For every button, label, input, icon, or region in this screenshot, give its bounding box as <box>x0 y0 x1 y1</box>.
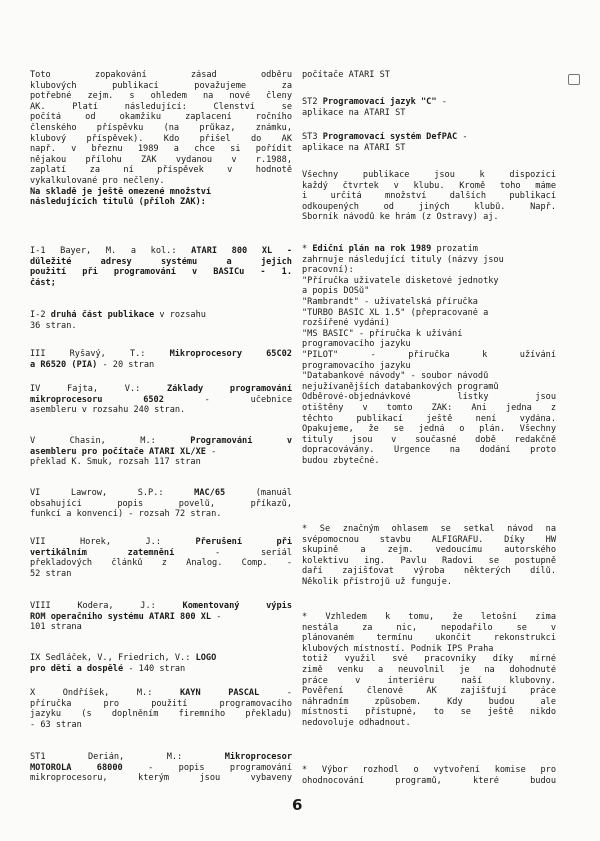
paragraph <box>302 132 556 153</box>
text: - popis programování <box>122 762 292 773</box>
text-line <box>302 445 556 456</box>
text: vykalkulované pro nečleny. <box>30 175 165 186</box>
paragraph <box>30 246 292 288</box>
text: "TURBO BASIC XL 1.5" (přepracované a <box>302 307 489 318</box>
paragraph <box>30 349 292 370</box>
bold-text: Mikroprocesory 65C02 <box>169 349 292 359</box>
text-line <box>302 545 556 556</box>
text-line <box>30 395 292 406</box>
text: * Se značným ohlasem se setkal návod na <box>302 524 556 534</box>
text: - 20 stran <box>97 359 155 370</box>
text: "Databankové návody" - soubor návodů <box>302 371 489 382</box>
text-line <box>30 197 292 208</box>
text-line <box>30 447 292 458</box>
paragraph <box>30 752 292 784</box>
text: - <box>259 688 292 698</box>
bold-text: důležité adresy systému a jejich <box>30 256 292 267</box>
text-line <box>302 170 556 181</box>
text-line <box>30 763 292 774</box>
text-line <box>302 424 556 435</box>
text: potřebné zejm. s ohledem na nové členy <box>30 91 292 102</box>
text: dopracovávány. Urgence na dodání proto <box>302 445 556 456</box>
text: nějakou přílohu ZAK vydanou v r.1988, <box>30 154 292 165</box>
text-line <box>302 350 556 361</box>
text-line <box>302 97 556 108</box>
paragraph <box>30 653 292 674</box>
text-line <box>302 255 556 266</box>
bold-text: Komentovaný výpis <box>182 601 292 611</box>
text-line <box>302 382 556 393</box>
paragraph <box>30 436 292 468</box>
text: příručka pro použití programovacího <box>30 698 292 709</box>
text-line <box>302 318 556 329</box>
paragraph <box>30 70 292 208</box>
paragraph <box>30 688 292 730</box>
text: klubový příspěvek). Kdo přišel do AK <box>30 133 292 144</box>
text-line <box>30 134 292 145</box>
bold-text: Mikroprocesor <box>224 752 292 762</box>
text: obsahující popis povelů, příkazů, <box>30 498 292 509</box>
text-line <box>302 329 556 340</box>
bold-text: Programovací systém DefPAC <box>322 132 458 142</box>
text-line <box>302 686 556 697</box>
text: např. v březnu 1989 a chce si pořídit <box>30 144 292 155</box>
text-line <box>302 718 556 729</box>
text-line <box>30 155 292 166</box>
text-line <box>302 566 556 577</box>
text: práce v interiéru naší klubovny. <box>302 675 556 686</box>
text-line <box>30 709 292 720</box>
text: svépomocnou stavbu ALFIGRAFU. Díky HW <box>302 534 556 545</box>
text: "Příručka uživatele disketové jednotky <box>302 275 499 286</box>
bold-text: ROM operačního systému ATARI 800 XL <box>30 611 212 622</box>
text: a popis DOSů" <box>302 286 370 297</box>
text-line <box>302 308 556 319</box>
bold-text: použití při programování v BASICu - 1. <box>30 267 292 278</box>
text-line <box>302 181 556 192</box>
text-line <box>30 165 292 176</box>
paragraph <box>302 524 556 588</box>
text-line <box>302 265 556 276</box>
paragraph <box>302 70 556 81</box>
bold-text: Základy programování <box>167 384 292 394</box>
text: daří zajišťovat výroba některých dílů. <box>302 566 556 577</box>
text: aplikace na ATARI ST <box>302 107 406 118</box>
text: VII Horek, J.: <box>30 537 196 547</box>
text: - učebnice <box>163 394 292 405</box>
text: tituly jsou v současné době redakčně <box>302 434 556 445</box>
bold-text: následujících titulů (příloh ZAK): <box>30 197 206 208</box>
text-line <box>30 278 292 289</box>
text: * Výbor rozhodl o vytvoření komise pro <box>302 765 556 775</box>
text-line <box>30 321 292 332</box>
paragraph <box>30 310 292 331</box>
text-line <box>302 524 556 535</box>
text: - <box>436 97 447 107</box>
text-line <box>30 405 292 416</box>
text: budou zbytečné. <box>302 455 380 466</box>
bold-text: MOTOROLA 68000 <box>30 762 123 773</box>
text: rozšířené vydání) <box>302 318 390 329</box>
paragraph <box>30 601 292 633</box>
text-line <box>302 371 556 382</box>
text: - <box>205 446 217 457</box>
text-line <box>30 436 292 447</box>
text-line <box>302 707 556 718</box>
text-line <box>302 276 556 287</box>
text: Opakujeme, že se jedná o plán. Všechny <box>302 424 556 435</box>
text: odkoupených od jiných klubů. Např. <box>302 201 556 212</box>
text: mikroprocesoru, kterým jsou vybaveny <box>30 773 292 784</box>
text: nedovoluje odhadnout. <box>302 717 411 728</box>
paragraph <box>302 170 556 223</box>
text: počítá od okamžiku zaplacení ročního <box>30 112 292 123</box>
text: nejužívanějších databankových programů <box>302 381 499 392</box>
text-line <box>30 488 292 499</box>
text-line <box>302 556 556 567</box>
text-line <box>30 773 292 784</box>
text-line <box>302 108 556 119</box>
text-line <box>302 676 556 687</box>
text: totiž využil své pracovníky díky mírné <box>302 654 556 665</box>
text: AK. Platí následující: Členství se <box>30 101 292 112</box>
text-line <box>30 699 292 710</box>
text-line <box>302 776 556 787</box>
paragraph <box>30 537 292 579</box>
text: plánovaném termínu ukončit rekonstrukci <box>302 633 556 644</box>
text: 101 strana <box>30 622 82 633</box>
bold-text: druhá část publikace <box>50 310 155 320</box>
text: X Ondříšek, M.: <box>30 688 180 698</box>
text-line <box>302 212 556 223</box>
text-line <box>30 123 292 134</box>
text-line <box>30 384 292 395</box>
bold-text: mikroprocesoru 6502 <box>30 394 164 405</box>
text: překlad K. Šmuk, rozsah 117 stran <box>30 457 201 468</box>
text: - seriál <box>174 547 292 558</box>
paragraph <box>302 244 556 466</box>
text-line <box>302 70 556 81</box>
text-line <box>302 244 556 255</box>
text: členského příspěvku (na průkaz, známku, <box>30 122 292 133</box>
text-line <box>302 143 556 154</box>
text: 36 stran. <box>30 320 77 331</box>
text: jazyku (s doplněním firemního překladu) <box>30 709 292 720</box>
text-line <box>30 246 292 257</box>
text-line <box>302 435 556 446</box>
text-line <box>30 752 292 763</box>
text-line <box>30 112 292 123</box>
text: funkcí a konvencí) - rozsah 72 stran. <box>30 509 222 520</box>
text-line <box>302 191 556 202</box>
paragraph <box>30 384 292 416</box>
text: IX Sedláček, V., Friedrich, V.: <box>30 653 196 663</box>
bold-text: Programování v <box>190 436 292 446</box>
text-line <box>30 267 292 278</box>
text: náhradním způsobem. Kdy budou ale <box>302 696 556 707</box>
text-line <box>302 403 556 414</box>
text-line <box>30 176 292 187</box>
text-line <box>30 601 292 612</box>
text-line <box>30 457 292 468</box>
text-line <box>30 720 292 731</box>
text: klubových místností. Podnik IPS Praha <box>302 643 494 654</box>
text-line <box>302 765 556 776</box>
text: aplikace na ATARI ST <box>302 142 406 153</box>
text-line <box>302 414 556 425</box>
bold-text: Na skladě je ještě omezené množství <box>30 186 212 197</box>
bold-text: KAYN PASCAL <box>179 688 260 698</box>
bold-text: Ediční plán na rok 1989 <box>312 244 432 254</box>
text: - <box>457 132 468 142</box>
paragraph <box>302 612 556 729</box>
bold-text: pro děti a dospělé <box>30 663 124 674</box>
text-line <box>30 569 292 580</box>
text-line <box>302 623 556 634</box>
text: ohodnocování programů, které budou <box>302 775 556 786</box>
text: "MS BASIC" - příručka k užívání <box>302 328 463 339</box>
text-line <box>302 654 556 665</box>
text: zaplatí za ní příspěvek v hodnotě <box>30 165 292 176</box>
bold-text: asembleru pro počítače ATARI XL/XE <box>30 446 206 457</box>
text-line <box>30 360 292 371</box>
text-line <box>30 187 292 198</box>
text: každý čtvrtek v klubu. Kromě toho máme <box>302 180 556 191</box>
text-line <box>302 456 556 467</box>
text: programovacího jazyku <box>302 360 411 371</box>
bold-text: Programovací jazyk "C" <box>322 97 437 107</box>
bold-text: a R6520 (PIA) <box>30 359 98 370</box>
text-line <box>302 535 556 546</box>
text-line <box>30 91 292 102</box>
text-line <box>30 144 292 155</box>
text-line <box>302 202 556 213</box>
text: Několik přístrojů už funguje. <box>302 576 453 587</box>
text-line <box>302 286 556 297</box>
text: V Chasin, M.: <box>30 436 191 446</box>
text: kolektivu ing. Pavlu Radovi se postupně <box>302 555 556 566</box>
text-line <box>30 81 292 92</box>
text: Všechny publikace jsou k dispozici <box>302 170 556 180</box>
text: v rozsahu <box>154 310 206 320</box>
text: "Rambrandt" - uživatelská příručka <box>302 296 478 307</box>
text: prozatím <box>431 244 478 254</box>
text-line <box>302 339 556 350</box>
text: nestála za nic, nepodařilo se v <box>302 622 556 633</box>
text-line <box>30 509 292 520</box>
text-line <box>302 361 556 372</box>
text-line <box>30 688 292 699</box>
text-line <box>302 132 556 143</box>
paragraph <box>302 97 556 118</box>
text-line <box>30 653 292 664</box>
text-line <box>30 102 292 113</box>
page-number: 6 <box>292 796 303 814</box>
text: i určitá množství dalších publikací <box>302 191 556 202</box>
text-line <box>30 349 292 360</box>
text: ST1 Derián, M.: <box>30 752 225 762</box>
text: * Vzhledem k tomu, že letošní zima <box>302 612 556 622</box>
text: klubových publikací považujeme za <box>30 80 292 91</box>
bold-text: část; <box>30 277 56 288</box>
text-line <box>302 577 556 588</box>
text-line <box>302 697 556 708</box>
bold-text: ATARI 800 XL - <box>191 246 292 256</box>
text: Odběrové-objednávkové lístky jsou <box>302 392 556 403</box>
text: místnosti přístupné, to se ještě nikdo <box>302 707 556 718</box>
text: překladových článků z Analog. Comp. - <box>30 558 292 569</box>
text: * <box>302 244 313 254</box>
text: Sborník návodů ke hrám (z Ostravy) aj. <box>302 212 499 223</box>
bold-text: vertikálním zatemnění <box>30 547 175 558</box>
bold-text: LOGO <box>195 653 217 663</box>
text: otištěny v tomto ZAK: Ani jedna z <box>302 402 556 413</box>
text: VIII Kodera, J.: <box>30 601 183 611</box>
text-line <box>30 612 292 623</box>
text-line <box>302 633 556 644</box>
text-line <box>30 257 292 268</box>
bold-text: MAC/65 <box>194 488 226 498</box>
paragraph <box>30 488 292 520</box>
text: skupině a zejm. vedoucímu autorského <box>302 545 556 556</box>
text-line <box>30 537 292 548</box>
text-line <box>30 499 292 510</box>
text: - 63 stran <box>30 719 82 730</box>
text: Pověření členové AK zajišťují práce <box>302 686 556 697</box>
text-line <box>30 664 292 675</box>
paragraph <box>302 765 556 786</box>
text-line <box>30 70 292 81</box>
text: ST2 <box>302 97 323 107</box>
text-line <box>302 644 556 655</box>
text: těchto publikací ještě není vydána. <box>302 413 556 424</box>
text-line <box>302 392 556 403</box>
text: I-2 <box>30 310 51 320</box>
text: programovacího jazyku <box>302 339 411 350</box>
text: - 140 stran <box>123 663 186 674</box>
text: VI Lawrow, S.P.: <box>30 488 195 498</box>
text: 52 stran <box>30 568 72 579</box>
text-line <box>302 297 556 308</box>
text: zimě venku a neuvolnil je na dohodnuté <box>302 664 556 675</box>
text-line <box>30 310 292 321</box>
text: III Ryšavý, T.: <box>30 349 170 359</box>
text: "PILOT" - příručka k užívání <box>302 349 556 360</box>
text: - <box>211 611 222 622</box>
bold-text: Přerušení při <box>195 537 292 547</box>
text: zahrnuje následující tituly (názvy jsou <box>302 254 504 265</box>
text-line <box>302 665 556 676</box>
text: pracovní): <box>302 265 354 276</box>
text-line <box>302 612 556 623</box>
text-line <box>30 622 292 633</box>
text-line <box>30 548 292 559</box>
text: (manuál <box>225 488 292 498</box>
text: ST3 <box>302 132 323 142</box>
text: I-1 Bayer, M. a kol.: <box>30 246 192 256</box>
text-line <box>30 558 292 569</box>
text: asembleru v rozsahu 240 stran. <box>30 405 186 416</box>
text: počítače ATARI ST <box>302 70 390 80</box>
text: Toto zopakování zásad odběru <box>30 70 292 80</box>
corner-mark <box>568 74 580 85</box>
text: IV Fajta, V.: <box>30 384 167 394</box>
